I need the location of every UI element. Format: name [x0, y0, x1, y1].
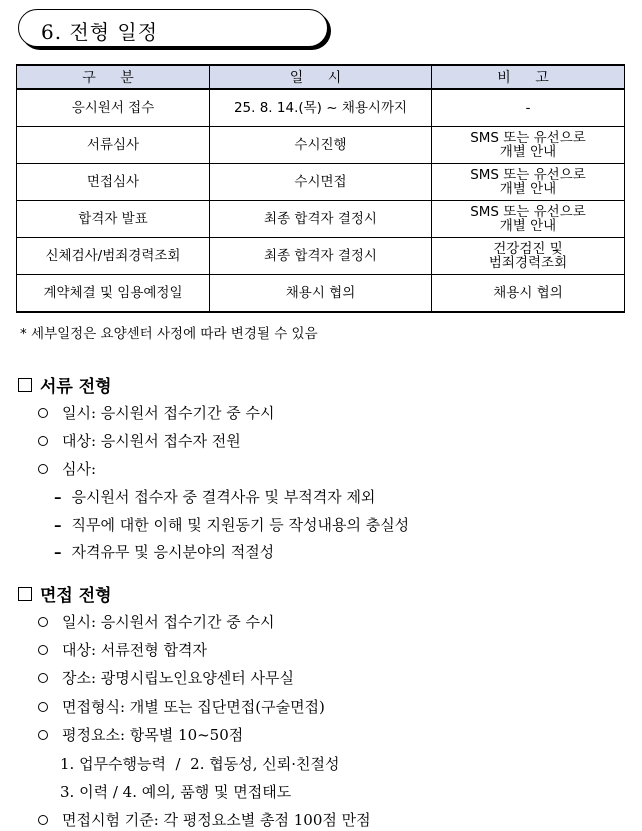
cell-category: 합격자 발표 [17, 201, 210, 238]
list-item-text: 일시: 응시원서 접수기간 중 수시 [62, 613, 275, 631]
table-row [17, 164, 625, 201]
circle-bullet-icon [38, 408, 48, 418]
schedule-table [16, 64, 625, 313]
list-item [38, 430, 241, 451]
circle-bullet-icon [38, 730, 48, 740]
sub-list-item-text: 자격유무 및 응시분야의 적절성 [71, 543, 275, 561]
cell-note-line1: - [525, 100, 531, 116]
doc-screening-heading [18, 372, 112, 397]
checkbox-square-icon [18, 378, 32, 392]
list-item [38, 611, 275, 632]
header-datetime: 일 시 [210, 65, 432, 89]
cell-note-line1: 건강검진 및 [493, 241, 563, 257]
list-item [38, 809, 371, 830]
list-item-text: 평정요소: 항목별 10~50점 [62, 726, 244, 744]
cell-note [432, 127, 625, 164]
table-row [17, 127, 625, 164]
dash-bullet-icon: – [54, 515, 62, 534]
cell-category: 서류심사 [17, 127, 210, 164]
dash-bullet-icon: – [54, 542, 62, 561]
cell-datetime: 채용시 협의 [210, 275, 432, 313]
cell-note-line1: SMS 또는 유선으로 [470, 130, 586, 146]
table-row [17, 201, 625, 238]
circle-bullet-icon [38, 617, 48, 627]
table-row [17, 89, 625, 127]
cell-note-line2: 개별 안내 [499, 218, 557, 234]
cell-note-line2: 개별 안내 [499, 144, 557, 160]
circle-bullet-icon [38, 815, 48, 825]
list-item-text: 심사: [62, 460, 97, 478]
criteria-line-1: 1. 업무수행능력 / 2. 협동성, 신뢰·친절성 [60, 755, 340, 773]
cell-category: 신체검사/범죄경력조회 [17, 238, 210, 275]
cell-datetime: 최종 합격자 결정시 [210, 201, 432, 238]
sub-list-item [54, 486, 375, 507]
footnote: * 세부일정은 요양센터 사정에 따라 변경될 수 있음 [20, 326, 318, 342]
cell-note [432, 164, 625, 201]
list-item [38, 639, 207, 660]
list-item-text: 대상: 서류전형 합격자 [62, 641, 208, 659]
section-title-box [18, 9, 328, 47]
list-item-text: 대상: 응시원서 접수자 전원 [62, 432, 241, 450]
dash-bullet-icon: – [54, 487, 62, 506]
cell-note-line2: 개별 안내 [499, 181, 557, 197]
list-item-text: 면접형식: 개별 또는 집단면접(구술면접) [62, 698, 325, 716]
cell-category: 면접심사 [17, 164, 210, 201]
circle-bullet-icon [38, 464, 48, 474]
cell-datetime: 수시면접 [210, 164, 432, 201]
criteria-line [60, 753, 339, 774]
cell-datetime: 25. 8. 14.(목) ~ 채용시까지 [210, 89, 432, 127]
cell-note [432, 201, 625, 238]
header-category: 구 분 [17, 65, 210, 89]
sub-list-item [54, 541, 274, 562]
cell-note-line1: SMS 또는 유선으로 [470, 167, 586, 183]
list-item-text: 장소: 광명시립노인요양센터 사무실 [62, 669, 294, 687]
cell-note [432, 238, 625, 275]
interview-heading [18, 581, 112, 606]
sub-list-item-text: 응시원서 접수자 중 결격사유 및 부적격자 제외 [71, 488, 376, 506]
checkbox-square-icon [18, 587, 32, 601]
list-item [38, 724, 243, 745]
sub-list-item [54, 514, 409, 535]
cell-note-line2: 범죄경력조회 [488, 255, 568, 271]
cell-note [432, 275, 625, 313]
list-item [38, 696, 325, 717]
list-item-text: 일시: 응시원서 접수기간 중 수시 [62, 404, 275, 422]
doc-screening-heading-text: 서류 전형 [40, 377, 112, 397]
criteria-line-2: 3. 이력 / 4. 예의, 품행 및 면접태도 [60, 783, 292, 801]
criteria-line [60, 781, 291, 802]
cell-category: 응시원서 접수 [17, 89, 210, 127]
cell-note-line1: SMS 또는 유선으로 [470, 204, 586, 220]
sub-list-item-text: 직무에 대한 이해 및 지원동기 등 작성내용의 충실성 [71, 516, 410, 534]
list-item [38, 458, 96, 479]
table-row [17, 238, 625, 275]
section-title: 6. 전형 일정 [41, 20, 159, 44]
circle-bullet-icon [38, 645, 48, 655]
list-item [38, 402, 275, 423]
list-item [38, 667, 294, 688]
circle-bullet-icon [38, 436, 48, 446]
circle-bullet-icon [38, 673, 48, 683]
cell-note [432, 89, 625, 127]
cell-datetime: 최종 합격자 결정시 [210, 238, 432, 275]
cell-datetime: 수시진행 [210, 127, 432, 164]
circle-bullet-icon [38, 702, 48, 712]
cell-category: 계약체결 및 임용예정일 [17, 275, 210, 313]
list-item-text: 면접시험 기준: 각 평정요소별 총점 100점 만점 [62, 811, 371, 829]
header-note: 비 고 [432, 65, 625, 89]
cell-note-line1: 채용시 협의 [493, 285, 563, 301]
table-header-row [17, 65, 625, 89]
table-row [17, 275, 625, 313]
interview-heading-text: 면접 전형 [40, 586, 112, 606]
